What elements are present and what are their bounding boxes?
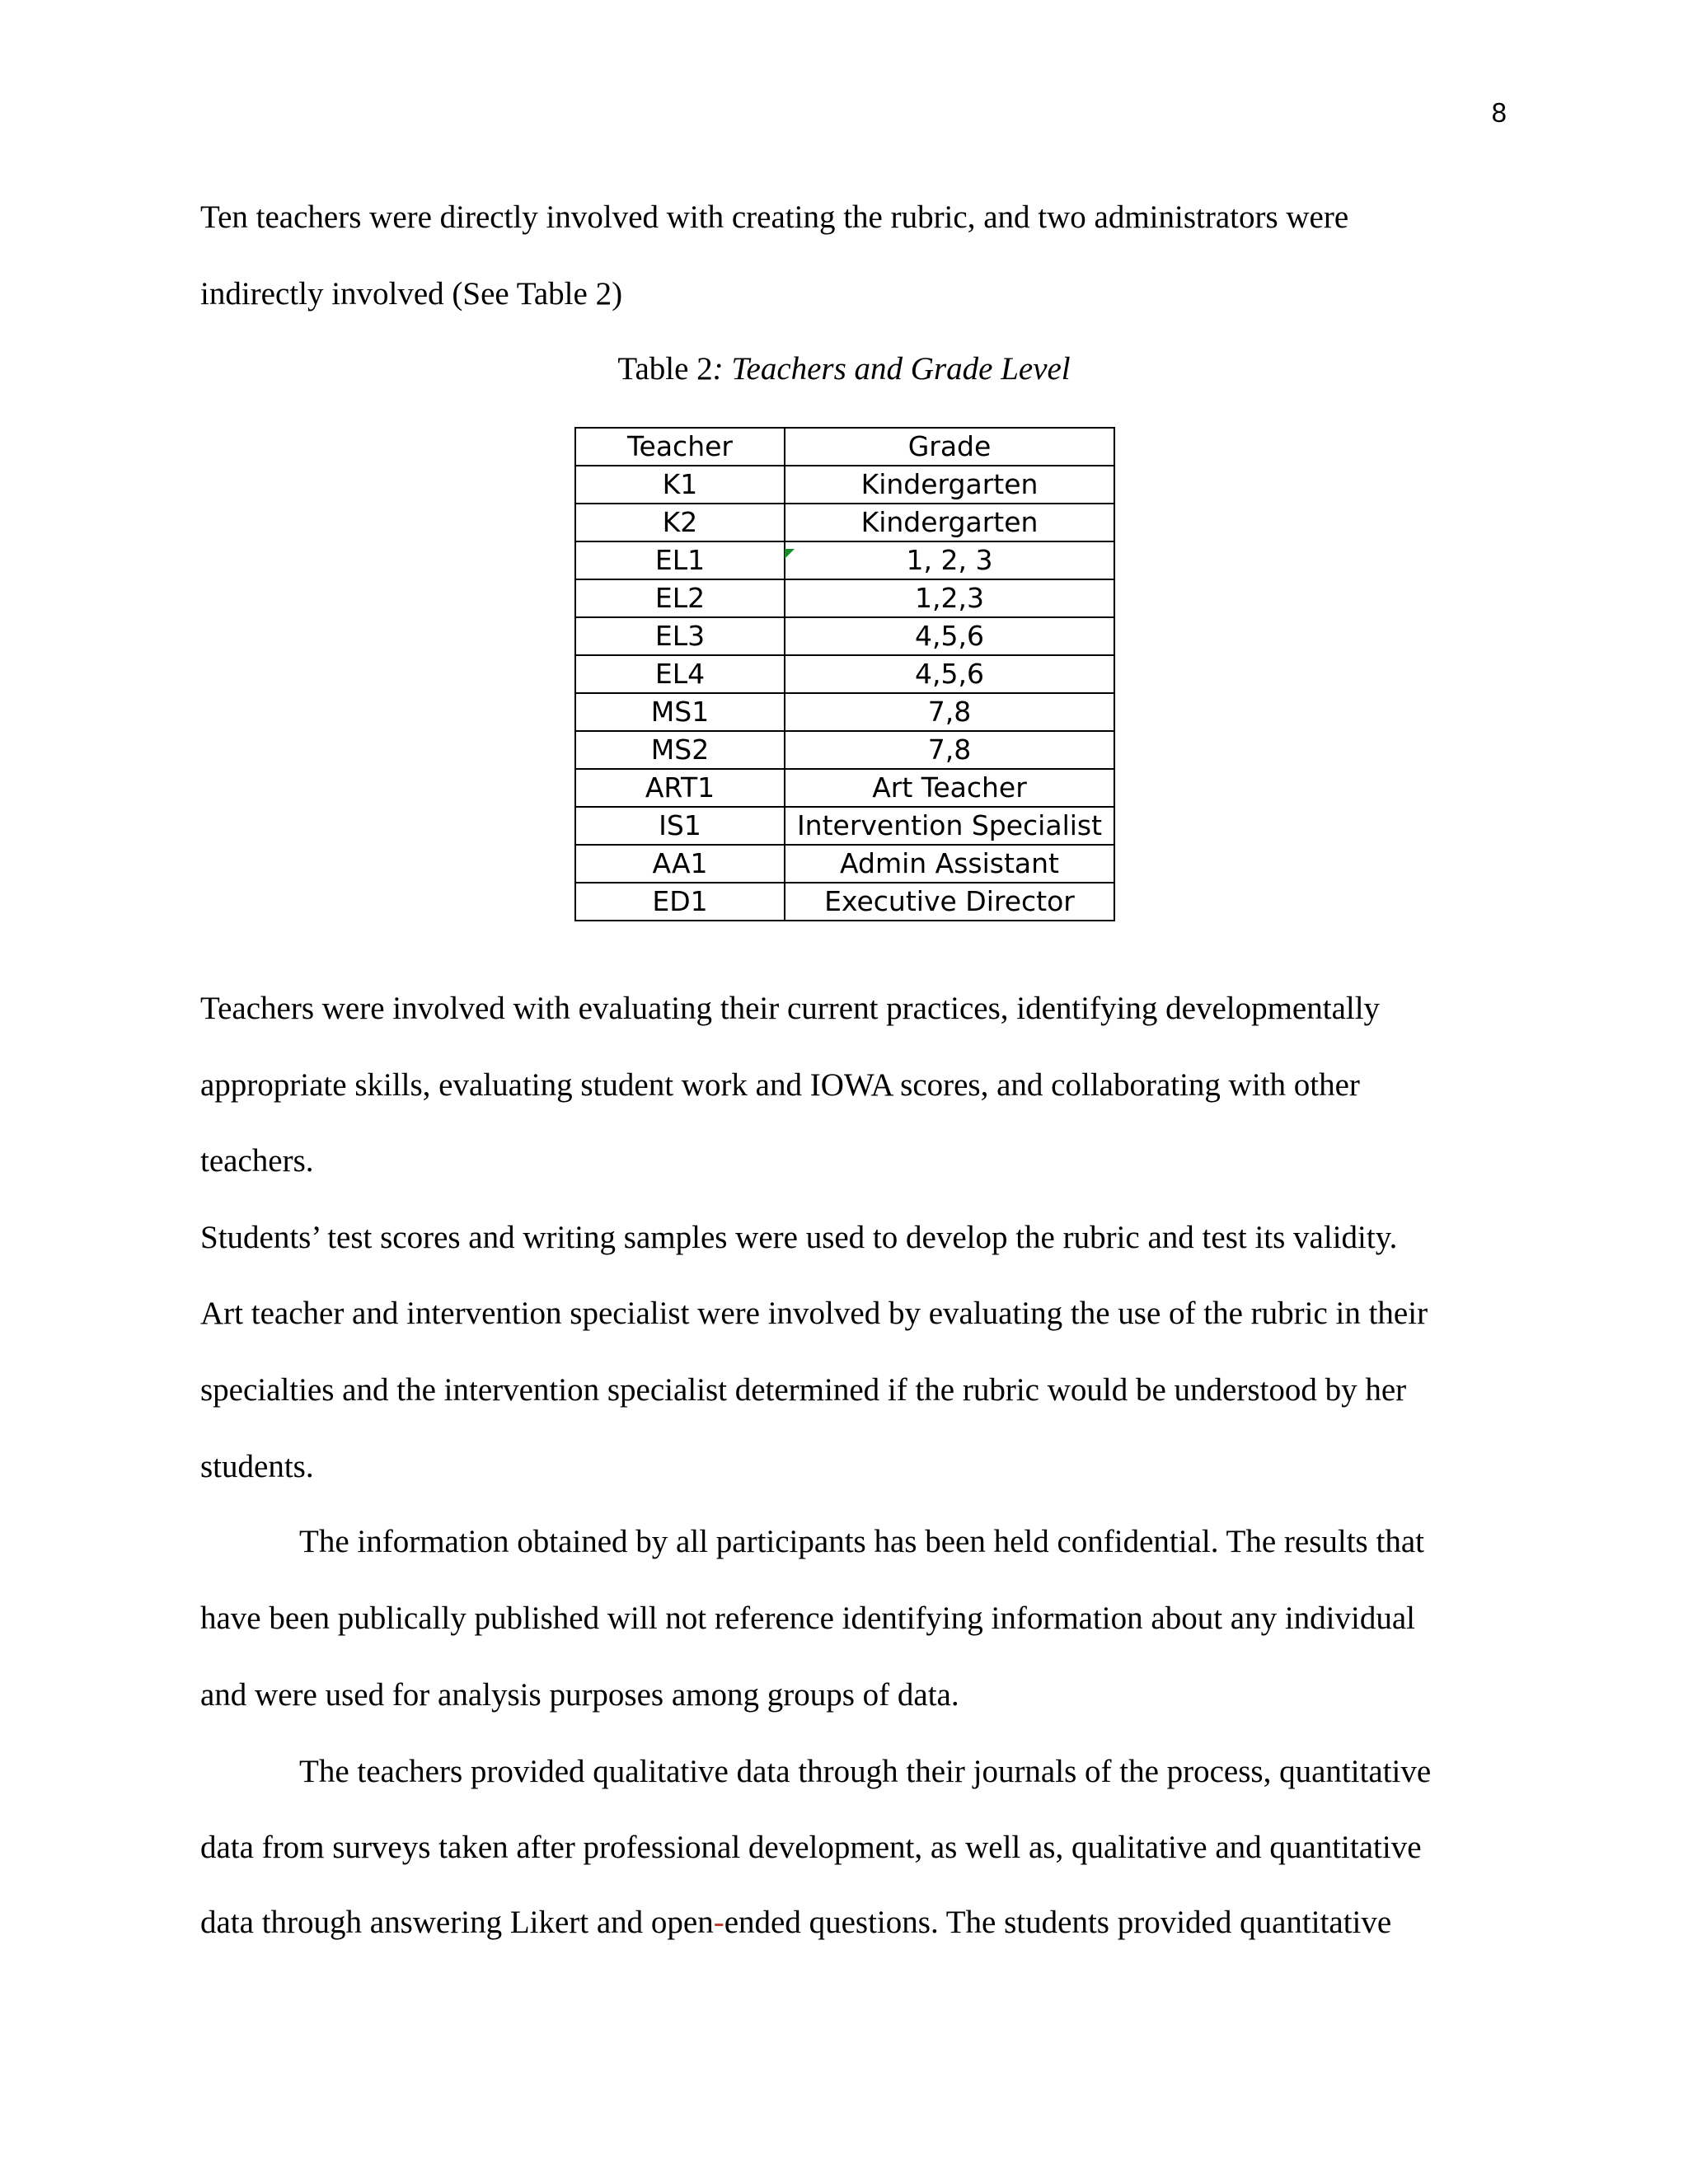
table-cell-teacher: EL1 — [575, 541, 785, 579]
teachers-grade-table — [574, 427, 1115, 921]
table-cell-grade: 1, 2, 3 — [785, 541, 1114, 579]
table-caption-title: : Teachers and Grade Level — [712, 351, 1071, 387]
paragraph-4-line-1: The information obtained by all participants has been held confidential. The results that — [299, 1524, 1424, 1559]
table-row — [575, 466, 1114, 504]
paragraph-2-line-3: teachers. — [200, 1143, 314, 1179]
table-row — [575, 541, 1114, 579]
table-cell-grade: Executive Director — [785, 883, 1114, 921]
table-row — [575, 655, 1114, 693]
table-cell-teacher: AA1 — [575, 845, 785, 883]
table-cell-grade: Intervention Specialist — [785, 807, 1114, 845]
paragraph-2-line-2: appropriate skills, evaluating student work and IOWA scores, and collaborating with other — [200, 1067, 1360, 1103]
paragraph-5-line-3-start: data through answering Likert and open — [200, 1905, 714, 1940]
table-cell-grade: 1,2,3 — [785, 579, 1114, 617]
table-cell-teacher: EL2 — [575, 579, 785, 617]
table-cell-teacher: EL3 — [575, 617, 785, 655]
paragraph-5-line-3 — [200, 1904, 1391, 1942]
paragraph-1-line-2: indirectly involved (See Table 2) — [200, 276, 623, 312]
table-cell-grade: Kindergarten — [785, 504, 1114, 541]
table-row — [575, 504, 1114, 541]
table-cell-teacher: MS2 — [575, 731, 785, 769]
table-caption — [0, 350, 1688, 388]
paragraph-1-line-1: Ten teachers were directly involved with creating the rubric, and two administrators were — [200, 199, 1349, 235]
table-row — [575, 617, 1114, 655]
table-cell-teacher: K1 — [575, 466, 785, 504]
paragraph-3-line-4: students. — [200, 1449, 314, 1484]
table-row — [575, 579, 1114, 617]
table-caption-prefix: Table 2 — [617, 351, 713, 387]
table-cell-grade: 7,8 — [785, 731, 1114, 769]
table-cell-teacher: K2 — [575, 504, 785, 541]
table-cell-grade: Admin Assistant — [785, 845, 1114, 883]
paragraph-2-line-1: Teachers were involved with evaluating their current practices, identifying developmentally — [200, 991, 1381, 1026]
table-header-row — [575, 428, 1114, 466]
table-row — [575, 693, 1114, 731]
table-row — [575, 731, 1114, 769]
table-header-teacher: Teacher — [575, 428, 785, 466]
table-cell-grade: 7,8 — [785, 693, 1114, 731]
paragraph-5-line-2: data from surveys taken after professional development, as well as, qualitative and quantitative — [200, 1830, 1422, 1865]
paragraph-5-line-3-end: ended questions. The students provided quantitative — [724, 1905, 1392, 1940]
table-header-grade: Grade — [785, 428, 1114, 466]
table-cell-teacher: ED1 — [575, 883, 785, 921]
table-cell-teacher: IS1 — [575, 807, 785, 845]
table-row — [575, 883, 1114, 921]
paragraph-4-line-3: and were used for analysis purposes among groups of data. — [200, 1677, 959, 1713]
table-cell-grade: Kindergarten — [785, 466, 1114, 504]
paragraph-5-line-1: The teachers provided qualitative data through their journals of the process, quantitative — [299, 1754, 1432, 1789]
table-cell-teacher: MS1 — [575, 693, 785, 731]
paragraph-3-line-1: Students’ test scores and writing samples were used to develop the rubric and test its validity. — [200, 1220, 1398, 1255]
cell-comment-marker — [785, 549, 795, 559]
table-row — [575, 845, 1114, 883]
paragraph-5-line-3-hyphen: - — [713, 1905, 724, 1940]
table-cell-grade: Art Teacher — [785, 769, 1114, 807]
table-cell-teacher: EL4 — [575, 655, 785, 693]
page-number: 8 — [1491, 97, 1507, 128]
table-row — [575, 769, 1114, 807]
table-cell-teacher: ART1 — [575, 769, 785, 807]
table-cell-grade: 4,5,6 — [785, 655, 1114, 693]
table-row — [575, 807, 1114, 845]
paragraph-3-line-3: specialties and the intervention specialist determined if the rubric would be understood by her — [200, 1372, 1407, 1408]
table-cell-grade: 4,5,6 — [785, 617, 1114, 655]
paragraph-3-line-2: Art teacher and intervention specialist were involved by evaluating the use of the rubric in their — [200, 1296, 1428, 1331]
paragraph-4-line-2: have been publically published will not reference identifying information about any individual — [200, 1601, 1416, 1636]
